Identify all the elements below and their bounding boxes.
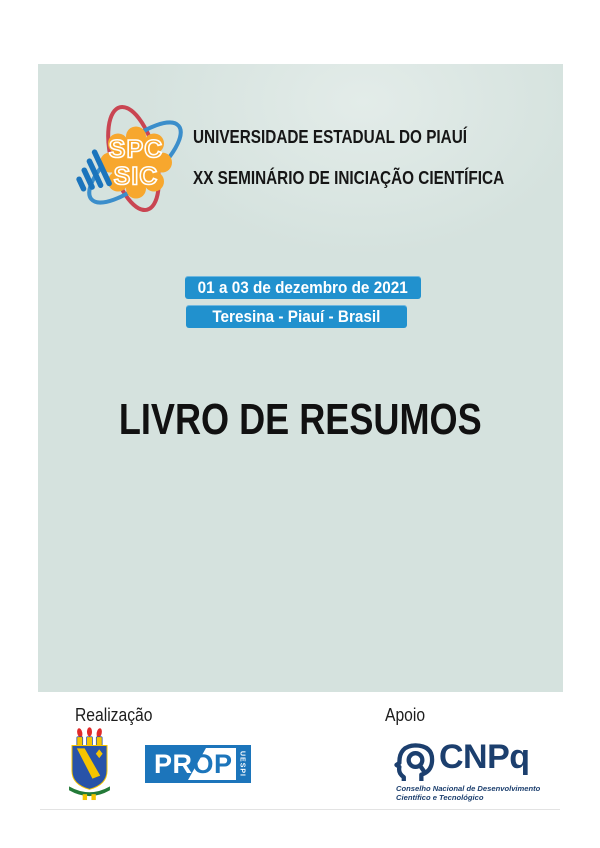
event-name-text: XX SEMINÁRIO DE INICIAÇÃO CIENTÍFICA [193,168,505,188]
cnpq-subtitle [396,784,540,802]
university-name-text: UNIVERSIDADE ESTADUAL DO PIAUÍ [193,127,468,147]
cnpq-head-icon [393,741,438,782]
footer-divider [40,809,560,810]
shield-foot-icon [91,794,95,800]
prop-letters-white: PR [154,749,193,779]
university-name [193,127,515,148]
location-badge-text: Teresina - Piauí - Brasil [212,306,381,326]
prop-uespi-logo [145,745,251,783]
uespi-coat-of-arms-icon [65,727,114,801]
logo-text-line2: SIC [113,162,159,191]
apoio-label-text: Apoio [385,705,426,725]
prop-uespi-tab [235,748,248,780]
page-title-text: LIVRO DE RESUMOS [119,395,482,444]
apoio-label [385,705,431,726]
event-name [193,168,559,189]
cnpq-subtitle-line2: Científico e Tecnológico [396,793,484,802]
shield-foot-icon [83,794,87,800]
date-badge-text: 01 a 03 de dezembro de 2021 [197,277,409,297]
prop-uespi-tab-text: UESPI [238,750,246,777]
torch-flames-icon [76,727,102,745]
date-badge [185,276,421,299]
cover-panel [38,64,563,692]
realizacao-label-text: Realização [75,705,153,725]
logo-text-line1: SPC [108,135,164,164]
cnpq-acronym: CNPq [439,738,530,776]
page-title [38,395,563,444]
location-badge [186,305,407,328]
sic-atom-logo-icon [72,96,187,232]
realizacao-label [75,705,164,726]
prop-letters-blue: OP [192,749,233,779]
cnpq-subtitle-line1: Conselho Nacional de Desenvolvimento [396,784,541,793]
prop-wordmark [154,749,233,779]
